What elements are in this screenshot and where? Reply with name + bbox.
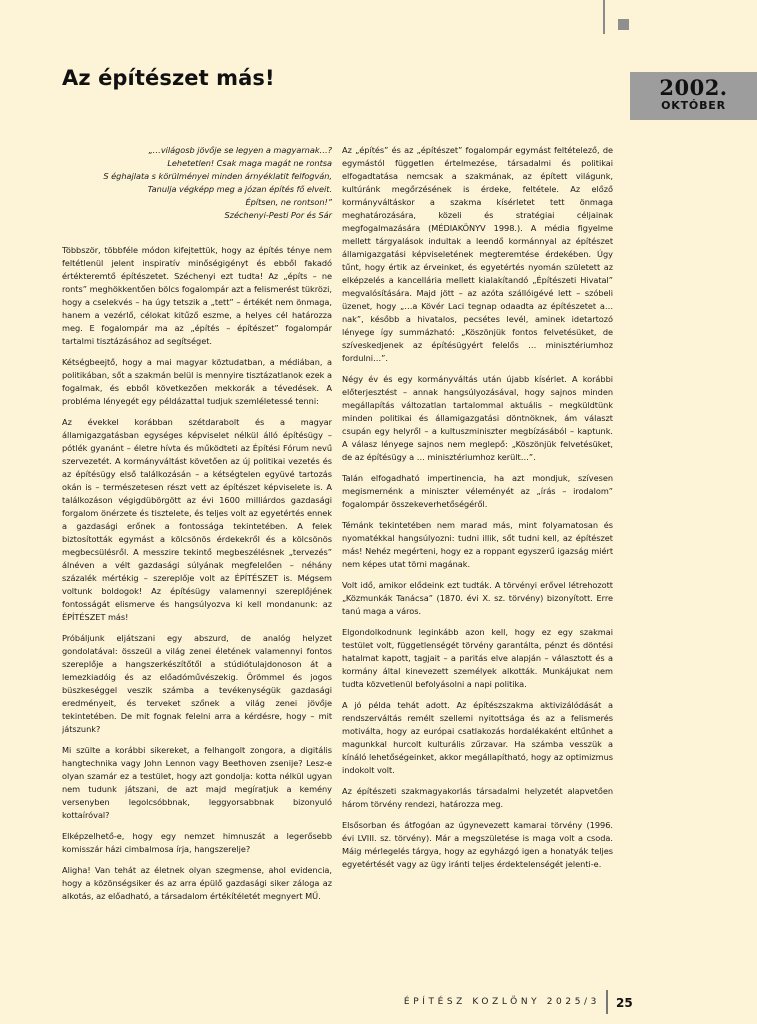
paragraph: Mi szülte a korábbi sikereket, a felhangolt zongora, a digitális hangtechnika vagy John Lennon vagy Beethoven zsenije? Lesz-e olyan szamár ez a testület, hogy azt gondolja: kotta nélkül ugyan nem tudunk játszani, de azt majd megíratjuk a kemény versenyben legolcsóbbnak, leggyorsabbnak bizonyuló kottaíróval? [62,745,332,820]
paragraph: Elsősorban és átfogóan az úgynevezett kamarai törvény (1996. évi LVIII. sz. törvény). Már a megszületése is maga volt a csoda. Máig mérlegelés tárgya, hogy az egyházgó igen a honatyák teljes egyetértését vagy az ügy iránti teljes érdektelenségét jelenti-e. [342,820,613,869]
paragraph: Talán elfogadható impertinencia, ha azt mondjuk, szívesen megismernénk a miniszter véleményét az „írás – irodalom” fogalompár összekeverhetőségéről. [342,473,613,509]
paragraph: Kétségbeejtő, hogy a mai magyar köztudatban, a médiában, a politikában, sőt a szakmán belül is mennyire tisztázatlanok ezek a fogalmak, és ebből következően mekkorák a tévedések. A probléma lényegét egy példázattal tudjuk szemléletessé tenni: [62,357,332,406]
motto-line: „…világosb jövője se legyen a magyarnak…? [148,145,332,155]
paragraph: Négy év és egy kormányváltás után újabb kísérlet. A korábbi előterjesztést – annak hangsúlyozásával, hogy sajnos minden megállapítás változatlan tartalommal aktuális – megküldtünk minden politikai és államigazgatási döntnöknek, ám választ csupán egy helyről – a kultuszminiszter megbízásából – kaptunk. A válasz lényege sajnos nem meglepő: „Köszönjük felvetésüket, de az építésügy a … minisztériumhoz került…”. [342,374,613,462]
paragraph: Volt idő, amikor elődeink ezt tudták. A törvényi erővel létrehozott „Közmunkák Tanácsa” (1870. évi X. sz. törvény) bizonyított. Erre tanú maga a város. [342,580,613,616]
header-rule [603,0,605,34]
page-number: 25 [616,996,633,1010]
paragraph: Az „építés” és az „építészet” fogalompár egymást feltételező, de egymástól független értelmezése, társadalmi és politikai elfogadtatása nemcsak a szakmának, az épített világunk, kultúránk megőrzésének is érdeke, feltétele. Az előző kormányváltáskor a szakma kísérletet tett önmaga meghatározására, közeli és stratégiai céljainak megfogalmazására (MÉDIAKÖNYV 1998.). A média figyelme mellett tárgyalások indultak a leendő kormánnyal az építészet államigazgatási képviseletének megteremtése érdekében. Úgy tűnt, hogy értik az érveinket, és egyetértés nyomán született az elképzelés a kancellária mellett kialakítandó „Építészeti Hivatal” megvalósítására. Majd jött – az azóta szállóigévé lett – szóbeli üzenet, hogy „…a Kövér Laci tegnap odaadta az építészetet a…nak”, később a hivatalos, pecsétes levél, aminek idetartozó lényege így summázható: „Köszönjük fontos felvetésüket, de szíveskedjenek az építésügyért felelős … minisztériumhoz fordulni…”. [342,145,613,363]
issue-month: OKTÓBER [661,99,726,112]
issue-date-box [630,72,757,120]
paragraph: Próbáljunk eljátszani egy abszurd, de analóg helyzet gondolatával: összeül a világ zenei életének valamennyi fontos szereplője a hangszerkészítőtől a stúdiótulajdonoson át a lemezkiadóig és az előadóművészekig. Örömmel és jogos büszkeséggel veszik számba a tevékenységük gazdasági eredményeit, és terveket szőnek a világ zenei jövője tekintetében. De mit fognak felelni arra a kérdésre, hogy – mit játszunk? [62,633,332,734]
paragraph: Többször, többféle módon kifejtettük, hogy az építés ténye nem feltétlenül jelent inspiratív minőségigényt és ebből fakadó értékteremtő építészetet. Széchenyi ezt tudta! Az „építs – ne ronts” meghökkentően bölcs fogalompár azt a felismerést tükrözi, hogy a cselekvés – ha úgy tetszik a „tett” – értékét nem önmaga, hanem a vezérlő, célokat kitűző eszme, a helyes cél határozza meg. E fogalompár ma az „építés – építészet” fogalompár tartalmi tisztázásához ad segítséget. [62,245,332,346]
motto-line: S éghajlata s körülményei minden árnyéklatit felfogván, [103,171,332,181]
motto-quote [62,144,332,222]
issue-year: 2002. [659,75,728,100]
footer-journal-name: ÉPÍTÉSZ KOZLÖNY 2025/3 [403,997,600,1007]
paragraph: A jó példa tehát adott. Az építészszakma aktivizálódását a rendszerváltás remélt szellemi nyitottsága és az a felismerés motiválta, hogy az európai csatlakozás hordalékaként eltűnhet a magunkkal hurcolt kulturális zűrzavar. Ha számba vesszük a kínáló lehetőségeinket, akkor megállapítható, hogy az optimizmus indokolt volt. [342,700,613,775]
header-square-mark [618,19,629,30]
right-column [342,144,613,879]
motto-line: Lehetetlen! Csak maga magát ne rontsa [167,158,332,168]
motto-attribution: Széchenyi-Pesti Por és Sár [224,210,332,220]
motto-line: Építsen, ne rontson!” [245,197,332,207]
left-column [62,144,332,911]
footer-rule [606,990,608,1014]
paragraph: Az építészeti szakmagyakorlás társadalmi helyzetét alapvetően három törvény rendezi, határozza meg. [342,786,613,809]
paragraph: Elgondolkodnunk leginkább azon kell, hogy ez egy szakmai testület volt, függetlenségét törvény garantálta, pénzt és döntési hatalmat kapott, tagjait – a paritás elve alapján – választott és a kormány által kinevezett személyek alkották. Munkájukat nem tudta közvetlenül befolyásolni a napi politika. [342,627,613,689]
paragraph: Aligha! Van tehát az életnek olyan szegmense, ahol evidencia, hogy a közönségsiker és az arra épülő gazdasági siker záloga az alkotás, az előadható, a társadalom értékítéletét megnyert MŰ. [62,865,332,901]
paragraph: Témánk tekintetében nem marad más, mint folyamatosan és nyomatékkal hangsúlyozni: tudni illik, sőt tudni kell, az építészet más! Nehéz megérteni, hogy ez a roppant egyszerű igazság miért nem képes utat törni magának. [342,520,613,569]
motto-line: Tanulja végképp meg a józan építés fő elveit. [147,184,332,194]
paragraph: Elképzelhető-e, hogy egy nemzet himnuszát a legerősebb komisszár házi cimbalmosa írja, hangszerelje? [62,831,332,854]
article-title: Az építészet más! [62,66,275,90]
paragraph: Az évekkel korábban szétdarabolt és a magyar államigazgatásban egységes képviselet nélkül álló építésügy – pótlék gyanánt – életre hívta és működteti az Építési Fórum nevű szervezetét. A kormányváltást követően az új politikai vezetés és az építésügy első találkozásán – a kétségtelen együvé tartozás okán is – természetesen részt vett az építészet képviselete is. A találkozáson végigdübörgött az évi 1600 milliárdos gazdasági forgalom önérzete és tisztelete, és teljes volt az egyetértés ennek a gazdasági erőnek a fontossága tekintetében. A felek biztosították egymást a kölcsönös érdekekről és a kölcsönös megbecsülésről. A messzire tekintő megbeszélésnek „tervezés” álnéven a vélt gazdasági súlyának megfelelően – néhány százalék mértékig – szereplője volt az ÉPÍTÉSZET is. Mégsem voltunk boldogok! Az építésügy valamennyi szereplőjének fontosságát elismerve és hangsúlyozva ki kell mondanunk: az ÉPÍTÉSZET más! [62,417,332,622]
